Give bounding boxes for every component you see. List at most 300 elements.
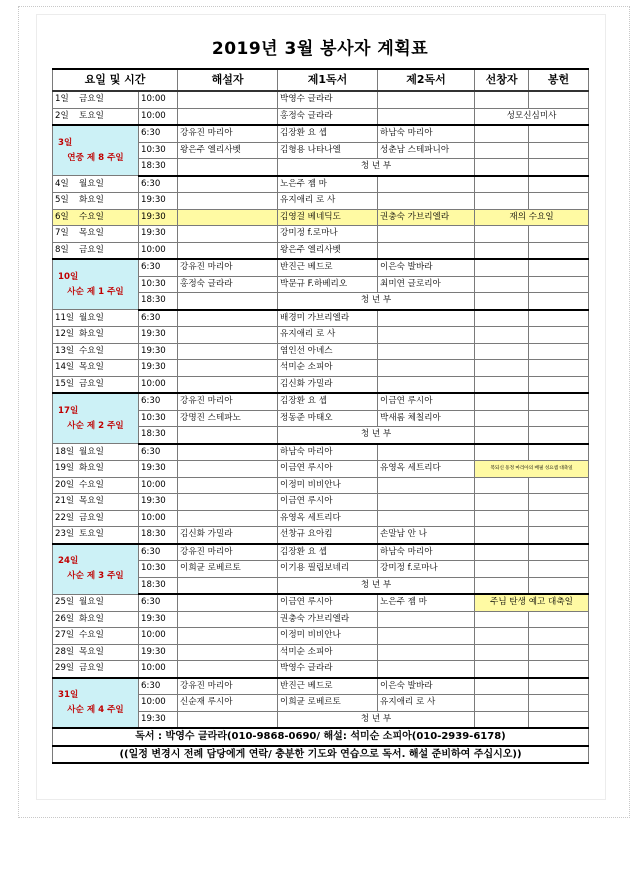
cantor-cell xyxy=(475,193,529,210)
offering-cell xyxy=(529,142,589,159)
day-of-week: 월요일 xyxy=(79,597,104,607)
date-cell xyxy=(53,91,139,108)
table-row xyxy=(53,242,589,259)
date-cell xyxy=(53,226,139,243)
reader2-cell xyxy=(378,644,475,661)
cantor-cell xyxy=(475,477,529,494)
reader1-cell: 김신화 가밀라 xyxy=(278,376,378,393)
youth-group-cell: 청 년 부 xyxy=(278,159,475,176)
time-cell: 10:30 xyxy=(139,142,178,159)
table-row xyxy=(53,461,589,478)
offering-cell xyxy=(529,293,589,310)
day-number: 2일 xyxy=(55,110,69,121)
cantor-cell xyxy=(475,711,529,728)
header-cantor: 선창자 xyxy=(475,69,529,91)
cantor-cell xyxy=(475,561,529,578)
offering-cell xyxy=(529,226,589,243)
reader2-cell xyxy=(378,91,475,108)
reader1-cell: 하남숙 마리아 xyxy=(278,444,378,461)
sunday-cell xyxy=(53,259,139,310)
date-cell xyxy=(53,611,139,628)
reader1-cell: 이정미 비비안나 xyxy=(278,477,378,494)
time-cell: 10:00 xyxy=(139,661,178,678)
offering-cell xyxy=(529,611,589,628)
table-row xyxy=(53,393,589,410)
header-reader2: 제2독서 xyxy=(378,69,475,91)
reader2-cell: 유지애리 로 사 xyxy=(378,695,475,712)
commentator-cell xyxy=(178,711,278,728)
reader1-cell: 김장환 요 셉 xyxy=(278,544,378,561)
reader2-cell xyxy=(378,611,475,628)
table-row xyxy=(53,644,589,661)
table-row xyxy=(53,661,589,678)
offering-cell xyxy=(529,360,589,377)
day-number: 12일 xyxy=(55,329,75,340)
offering-cell xyxy=(529,494,589,511)
cantor-cell xyxy=(475,327,529,344)
reader1-cell: 김형용 나타나엘 xyxy=(278,142,378,159)
reader2-cell xyxy=(378,226,475,243)
time-cell: 18:30 xyxy=(139,427,178,444)
header-offering: 봉헌 xyxy=(529,69,589,91)
date-cell xyxy=(53,444,139,461)
cantor-cell xyxy=(475,527,529,544)
reader1-cell: 유지애리 로 사 xyxy=(278,327,378,344)
day-number: 15일 xyxy=(55,378,75,389)
special-day-note: 복되신 동정 마리아의 배필 성요셉 대축일 xyxy=(475,461,589,478)
footer-note-row xyxy=(53,746,589,764)
day-of-week: 월요일 xyxy=(79,178,104,189)
offering-cell xyxy=(529,310,589,327)
youth-group-cell: 청 년 부 xyxy=(278,427,475,444)
time-cell: 6:30 xyxy=(139,310,178,327)
table-row xyxy=(53,527,589,544)
time-cell: 19:30 xyxy=(139,360,178,377)
commentator-cell xyxy=(178,176,278,193)
commentator-cell: 강명진 스테파노 xyxy=(178,410,278,427)
reader1-cell: 이정미 비비안나 xyxy=(278,628,378,645)
table-row xyxy=(53,259,589,276)
date-cell xyxy=(53,644,139,661)
offering-cell xyxy=(529,125,589,142)
commentator-cell xyxy=(178,360,278,377)
time-cell: 6:30 xyxy=(139,176,178,193)
offering-cell xyxy=(529,527,589,544)
commentator-cell xyxy=(178,611,278,628)
special-day-note: 재의 수요일 xyxy=(475,209,589,226)
reader2-cell xyxy=(378,108,475,125)
time-cell: 19:30 xyxy=(139,461,178,478)
reader1-cell: 이희균 로베르토 xyxy=(278,695,378,712)
date-cell xyxy=(53,477,139,494)
reader1-cell: 박영수 글라라 xyxy=(278,91,378,108)
commentator-cell: 김신화 가밀라 xyxy=(178,527,278,544)
offering-cell xyxy=(529,327,589,344)
sunday-name: 사순 제 1 주일 xyxy=(67,286,124,297)
day-number: 25일 xyxy=(55,597,75,607)
table-header-row xyxy=(53,69,589,91)
reader1-cell: 이기용 필립보네리 xyxy=(278,561,378,578)
commentator-cell xyxy=(178,444,278,461)
cantor-cell xyxy=(475,242,529,259)
date-cell xyxy=(53,209,139,226)
sunday-cell xyxy=(53,125,139,176)
date-cell xyxy=(53,193,139,210)
reader2-cell: 하남숙 마리아 xyxy=(378,544,475,561)
table-row xyxy=(53,444,589,461)
cantor-cell xyxy=(475,276,529,293)
cantor-cell xyxy=(475,661,529,678)
day-of-week: 수요일 xyxy=(79,211,104,222)
cantor-cell xyxy=(475,226,529,243)
time-cell: 6:30 xyxy=(139,259,178,276)
table-row xyxy=(53,678,589,695)
day-number: 7일 xyxy=(55,228,69,239)
date-cell xyxy=(53,343,139,360)
reader1-cell: 반진근 베드로 xyxy=(278,678,378,695)
time-cell: 6:30 xyxy=(139,594,178,611)
commentator-cell xyxy=(178,661,278,678)
special-day-note: 성모신심미사 xyxy=(475,108,589,125)
sunday-date: 31일 xyxy=(58,689,79,700)
reader1-cell: 유지애리 로 사 xyxy=(278,193,378,210)
offering-cell xyxy=(529,678,589,695)
day-of-week: 수요일 xyxy=(79,345,104,356)
commentator-cell: 이희균 로베르토 xyxy=(178,561,278,578)
day-number: 14일 xyxy=(55,362,75,373)
sunday-cell xyxy=(53,393,139,444)
time-cell: 19:30 xyxy=(139,209,178,226)
time-cell: 18:30 xyxy=(139,527,178,544)
date-cell xyxy=(53,494,139,511)
offering-cell xyxy=(529,410,589,427)
date-cell xyxy=(53,360,139,377)
reader1-cell: 이금연 루시아 xyxy=(278,461,378,478)
reader1-cell: 노은주 젬 마 xyxy=(278,176,378,193)
reader1-cell: 권충숙 가브리엘라 xyxy=(278,611,378,628)
cantor-cell xyxy=(475,544,529,561)
date-cell xyxy=(53,510,139,527)
day-of-week: 금요일 xyxy=(79,244,104,255)
offering-cell xyxy=(529,510,589,527)
time-cell: 19:30 xyxy=(139,343,178,360)
cantor-cell xyxy=(475,611,529,628)
offering-cell xyxy=(529,159,589,176)
time-cell: 10:00 xyxy=(139,695,178,712)
commentator-cell xyxy=(178,477,278,494)
table-row xyxy=(53,176,589,193)
reader2-cell xyxy=(378,444,475,461)
offering-cell xyxy=(529,477,589,494)
special-day-note: 주님 탄생 예고 대축일 xyxy=(475,594,589,611)
day-number: 11일 xyxy=(55,312,75,323)
reader2-cell xyxy=(378,176,475,193)
time-cell: 10:00 xyxy=(139,628,178,645)
reader2-cell xyxy=(378,360,475,377)
day-of-week: 토요일 xyxy=(79,529,104,540)
time-cell: 19:30 xyxy=(139,494,178,511)
sunday-date: 3일 xyxy=(58,137,73,148)
time-cell: 10:00 xyxy=(139,477,178,494)
date-cell xyxy=(53,176,139,193)
reader2-cell: 이금연 루시아 xyxy=(378,393,475,410)
day-of-week: 화요일 xyxy=(79,329,104,340)
reader1-cell: 석미순 소피아 xyxy=(278,644,378,661)
table-row xyxy=(53,510,589,527)
offering-cell xyxy=(529,661,589,678)
commentator-cell xyxy=(178,427,278,444)
reader1-cell: 김장환 요 셉 xyxy=(278,125,378,142)
table-row xyxy=(53,226,589,243)
footer-note: ((일정 변경시 전례 담당에게 연락/ 충분한 기도와 연습으로 독서. 해설 준비하여 주십시오)) xyxy=(53,746,589,764)
commentator-cell xyxy=(178,644,278,661)
time-cell: 19:30 xyxy=(139,711,178,728)
reader2-cell xyxy=(378,628,475,645)
day-number: 4일 xyxy=(55,178,69,189)
cantor-cell xyxy=(475,494,529,511)
header-day-time: 요일 및 시간 xyxy=(53,69,178,91)
time-cell: 19:30 xyxy=(139,193,178,210)
sunday-name: 연중 제 8 주일 xyxy=(67,152,124,163)
day-of-week: 화요일 xyxy=(79,463,104,474)
cantor-cell xyxy=(475,125,529,142)
day-number: 21일 xyxy=(55,496,75,507)
day-of-week: 금요일 xyxy=(79,663,104,674)
day-of-week: 월요일 xyxy=(79,312,104,323)
table-row xyxy=(53,343,589,360)
offering-cell xyxy=(529,644,589,661)
offering-cell xyxy=(529,577,589,594)
cantor-cell xyxy=(475,310,529,327)
offering-cell xyxy=(529,711,589,728)
day-of-week: 금요일 xyxy=(79,94,104,105)
cantor-cell xyxy=(475,91,529,108)
reader1-cell: 강미정 f.로마나 xyxy=(278,226,378,243)
page-title: 2019년 3월 봉사자 계획표 xyxy=(211,39,429,59)
commentator-cell: 강유진 마리아 xyxy=(178,125,278,142)
time-cell: 10:00 xyxy=(139,91,178,108)
day-number: 26일 xyxy=(55,613,75,624)
offering-cell xyxy=(529,444,589,461)
time-cell: 10:00 xyxy=(139,242,178,259)
commentator-cell xyxy=(178,108,278,125)
commentator-cell xyxy=(178,327,278,344)
commentator-cell: 강유진 마리아 xyxy=(178,678,278,695)
date-cell xyxy=(53,108,139,125)
table-row xyxy=(53,209,589,226)
cantor-cell xyxy=(475,343,529,360)
cantor-cell xyxy=(475,628,529,645)
reader1-cell: 왕은주 엘리사벳 xyxy=(278,242,378,259)
day-of-week: 목요일 xyxy=(79,496,104,507)
cantor-cell xyxy=(475,444,529,461)
day-number: 20일 xyxy=(55,479,75,490)
cantor-cell xyxy=(475,293,529,310)
sunday-cell xyxy=(53,678,139,729)
offering-cell xyxy=(529,427,589,444)
date-cell xyxy=(53,376,139,393)
cantor-cell xyxy=(475,393,529,410)
day-of-week: 금요일 xyxy=(79,378,104,389)
reader1-cell: 이금연 루시아 xyxy=(278,494,378,511)
table-row xyxy=(53,360,589,377)
commentator-cell xyxy=(178,226,278,243)
table-row xyxy=(53,91,589,108)
time-cell: 10:00 xyxy=(139,376,178,393)
table-row xyxy=(53,125,589,142)
time-cell: 6:30 xyxy=(139,444,178,461)
day-of-week: 토요일 xyxy=(79,110,104,121)
reader1-cell: 정동준 마태오 xyxy=(278,410,378,427)
day-of-week: 수요일 xyxy=(79,630,104,641)
sunday-name: 사순 제 2 주일 xyxy=(67,420,124,431)
commentator-cell: 신순재 루시아 xyxy=(178,695,278,712)
offering-cell xyxy=(529,242,589,259)
commentator-cell xyxy=(178,310,278,327)
youth-group-cell: 청 년 부 xyxy=(278,711,475,728)
commentator-cell: 강유진 마리아 xyxy=(178,544,278,561)
time-cell: 19:30 xyxy=(139,644,178,661)
commentator-cell xyxy=(178,193,278,210)
reader1-cell: 선창규 요아킴 xyxy=(278,527,378,544)
date-cell xyxy=(53,327,139,344)
time-cell: 18:30 xyxy=(139,577,178,594)
commentator-cell: 강유진 마리아 xyxy=(178,259,278,276)
day-number: 5일 xyxy=(55,195,69,206)
cantor-cell xyxy=(475,577,529,594)
offering-cell xyxy=(529,695,589,712)
reader1-cell: 박영수 글라라 xyxy=(278,661,378,678)
day-number: 29일 xyxy=(55,663,75,674)
reader2-cell: 이은숙 발바라 xyxy=(378,678,475,695)
header-reader1: 제1독서 xyxy=(278,69,378,91)
table-row xyxy=(53,327,589,344)
reader2-cell xyxy=(378,661,475,678)
time-cell: 19:30 xyxy=(139,226,178,243)
reader2-cell: 이은숙 발바라 xyxy=(378,259,475,276)
day-of-week: 목요일 xyxy=(79,228,104,239)
reader2-cell: 강미정 f.로마나 xyxy=(378,561,475,578)
date-cell xyxy=(53,242,139,259)
cantor-cell xyxy=(475,159,529,176)
cantor-cell xyxy=(475,644,529,661)
commentator-cell xyxy=(178,510,278,527)
time-cell: 10:00 xyxy=(139,108,178,125)
offering-cell xyxy=(529,393,589,410)
footer-contact: 독서 : 박영수 글라라(010-9868-0690/ 해설: 석미순 소피아(010-2939-6178) xyxy=(53,728,589,746)
table-row xyxy=(53,594,589,611)
time-cell: 6:30 xyxy=(139,544,178,561)
commentator-cell xyxy=(178,91,278,108)
reader1-cell: 김장환 요 셉 xyxy=(278,393,378,410)
reader2-cell xyxy=(378,494,475,511)
reader2-cell: 권충숙 가브리엘라 xyxy=(378,209,475,226)
table-row xyxy=(53,611,589,628)
cantor-cell xyxy=(475,678,529,695)
day-of-week: 금요일 xyxy=(79,512,104,523)
commentator-cell xyxy=(178,293,278,310)
cantor-cell xyxy=(475,695,529,712)
time-cell: 19:30 xyxy=(139,611,178,628)
time-cell: 18:30 xyxy=(139,293,178,310)
offering-cell xyxy=(529,376,589,393)
time-cell: 18:30 xyxy=(139,159,178,176)
time-cell: 10:30 xyxy=(139,410,178,427)
day-number: 8일 xyxy=(55,244,69,255)
sunday-name: 사순 제 3 주일 xyxy=(67,571,124,581)
reader1-cell: 홍정숙 글라라 xyxy=(278,108,378,125)
reader1-cell: 반진근 베드로 xyxy=(278,259,378,276)
offering-cell xyxy=(529,91,589,108)
cantor-cell xyxy=(475,259,529,276)
reader2-cell: 최미연 글로리아 xyxy=(378,276,475,293)
reader2-cell xyxy=(378,242,475,259)
reader2-cell xyxy=(378,343,475,360)
commentator-cell xyxy=(178,594,278,611)
cantor-cell xyxy=(475,510,529,527)
offering-cell xyxy=(529,544,589,561)
time-cell: 19:30 xyxy=(139,327,178,344)
day-of-week: 목요일 xyxy=(79,646,104,657)
offering-cell xyxy=(529,343,589,360)
table-row xyxy=(53,193,589,210)
sunday-date: 10일 xyxy=(58,271,79,282)
time-cell: 6:30 xyxy=(139,125,178,142)
time-cell: 6:30 xyxy=(139,678,178,695)
day-number: 27일 xyxy=(55,630,75,641)
day-number: 13일 xyxy=(55,345,75,356)
table-row xyxy=(53,310,589,327)
schedule-table xyxy=(52,68,589,764)
commentator-cell xyxy=(178,461,278,478)
table-row xyxy=(53,108,589,125)
date-cell xyxy=(53,661,139,678)
commentator-cell: 강유진 마리아 xyxy=(178,393,278,410)
schedule-body xyxy=(53,91,589,728)
cantor-cell xyxy=(475,410,529,427)
day-of-week: 수요일 xyxy=(79,479,104,490)
day-of-week: 목요일 xyxy=(79,362,104,373)
table-row xyxy=(53,477,589,494)
sunday-cell xyxy=(53,544,139,595)
offering-cell xyxy=(529,176,589,193)
reader2-cell xyxy=(378,376,475,393)
reader2-cell xyxy=(378,327,475,344)
reader2-cell xyxy=(378,510,475,527)
date-cell xyxy=(53,628,139,645)
time-cell: 10:00 xyxy=(139,510,178,527)
reader2-cell: 노은주 젬 마 xyxy=(378,594,475,611)
reader2-cell: 유영옥 세트리다 xyxy=(378,461,475,478)
commentator-cell xyxy=(178,343,278,360)
day-number: 22일 xyxy=(55,512,75,523)
commentator-cell: 왕은주 엘리사벳 xyxy=(178,142,278,159)
sunday-name: 사순 제 4 주일 xyxy=(67,704,124,715)
youth-group-cell: 청 년 부 xyxy=(278,293,475,310)
date-cell xyxy=(53,594,139,611)
date-cell xyxy=(53,461,139,478)
youth-group-cell: 청 년 부 xyxy=(278,577,475,594)
time-cell: 6:30 xyxy=(139,393,178,410)
offering-cell xyxy=(529,259,589,276)
cantor-cell xyxy=(475,376,529,393)
date-cell xyxy=(53,527,139,544)
day-number: 1일 xyxy=(55,94,69,105)
commentator-cell xyxy=(178,577,278,594)
reader1-cell: 김영걸 베네딕도 xyxy=(278,209,378,226)
table-row xyxy=(53,494,589,511)
table-row xyxy=(53,544,589,561)
